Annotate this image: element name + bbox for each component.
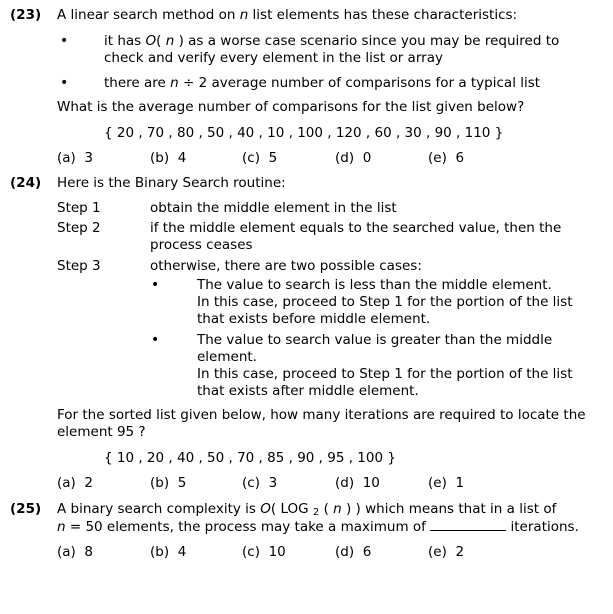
q24-step2-line1: if the middle element equals to the searched value, then the [150,220,562,236]
q24-case2-line1: The value to search value is greater than the middle [197,332,553,348]
q24-option-c: (c) 3 [242,475,278,491]
q23-bullet1-line2: check and verify every element in the list or array [104,50,443,66]
q24-step2-line2: process ceases [150,237,253,253]
answer-blank[interactable] [430,518,506,531]
q24-case2-line4: that exists after middle element. [197,383,419,399]
q23-list: { 20 , 70 , 80 , 50 , 40 , 10 , 100 , 120 , 60 , 30 , 90 , 110 } [104,125,504,141]
q25-line2: n = 50 elements, the process may take a maximum of iterations. [57,519,579,535]
q25-option-b: (b) 4 [150,544,187,560]
bullet-icon: • [151,332,160,348]
q25-option-c: (c) 10 [242,544,286,560]
bullet-icon: • [151,277,160,293]
q23-option-c: (c) 5 [242,150,278,166]
q23-option-d: (d) 0 [335,150,372,166]
q25-option-d: (d) 6 [335,544,372,560]
q24-option-b: (b) 5 [150,475,187,491]
q24-case1-line2: In this case, proceed to Step 1 for the portion of the list [197,294,573,310]
q24-case1-line3: that exists before middle element. [197,311,431,327]
q24-step3-label: Step 3 [57,258,101,274]
q24-case2-line2: element. [197,349,257,365]
q24-case1-line1: The value to search is less than the middle element. [197,277,552,293]
q24-number: (24) [10,175,42,191]
q24-step1-text: obtain the middle element in the list [150,200,397,216]
q23-bullet1-line1: it has O( n ) as a worse case scenario since you may be required to [104,33,560,49]
q23-question: What is the average number of comparisons for the list given below? [57,99,525,115]
q25-option-a: (a) 8 [57,544,93,560]
q24-case2-line3: In this case, proceed to Step 1 for the portion of the list [197,366,573,382]
q25-line1: A binary search complexity is O( LOG $_2$ ( n ) ) which means that in a list of [57,501,557,518]
q23-number: (23) [10,7,42,23]
bullet-icon: • [60,33,69,49]
q24-step1-label: Step 1 [57,200,101,216]
q24-stem: Here is the Binary Search routine: [57,175,286,191]
q25-option-e: (e) 2 [428,544,465,560]
q24-option-d: (d) 10 [335,475,380,491]
q24-option-a: (a) 2 [57,475,93,491]
q24-question-line2: element 95 ? [57,424,146,440]
q24-question-line1: For the sorted list given below, how many iterations are required to locate the [57,407,586,423]
q24-list: { 10 , 20 , 40 , 50 , 70 , 85 , 90 , 95 , 100 } [104,450,396,466]
q25-number: (25) [10,501,42,517]
q24-option-e: (e) 1 [428,475,465,491]
q23-option-e: (e) 6 [428,150,465,166]
q23-option-a: (a) 3 [57,150,93,166]
q23-option-b: (b) 4 [150,150,187,166]
q24-step3-text: otherwise, there are two possible cases: [150,258,422,274]
q23-stem: A linear search method on n list elements has these characteristics: [57,7,518,23]
q23-bullet2: there are n ÷ 2 average number of comparisons for a typical list [104,75,541,91]
q24-step2-label: Step 2 [57,220,101,236]
bullet-icon: • [60,75,69,91]
